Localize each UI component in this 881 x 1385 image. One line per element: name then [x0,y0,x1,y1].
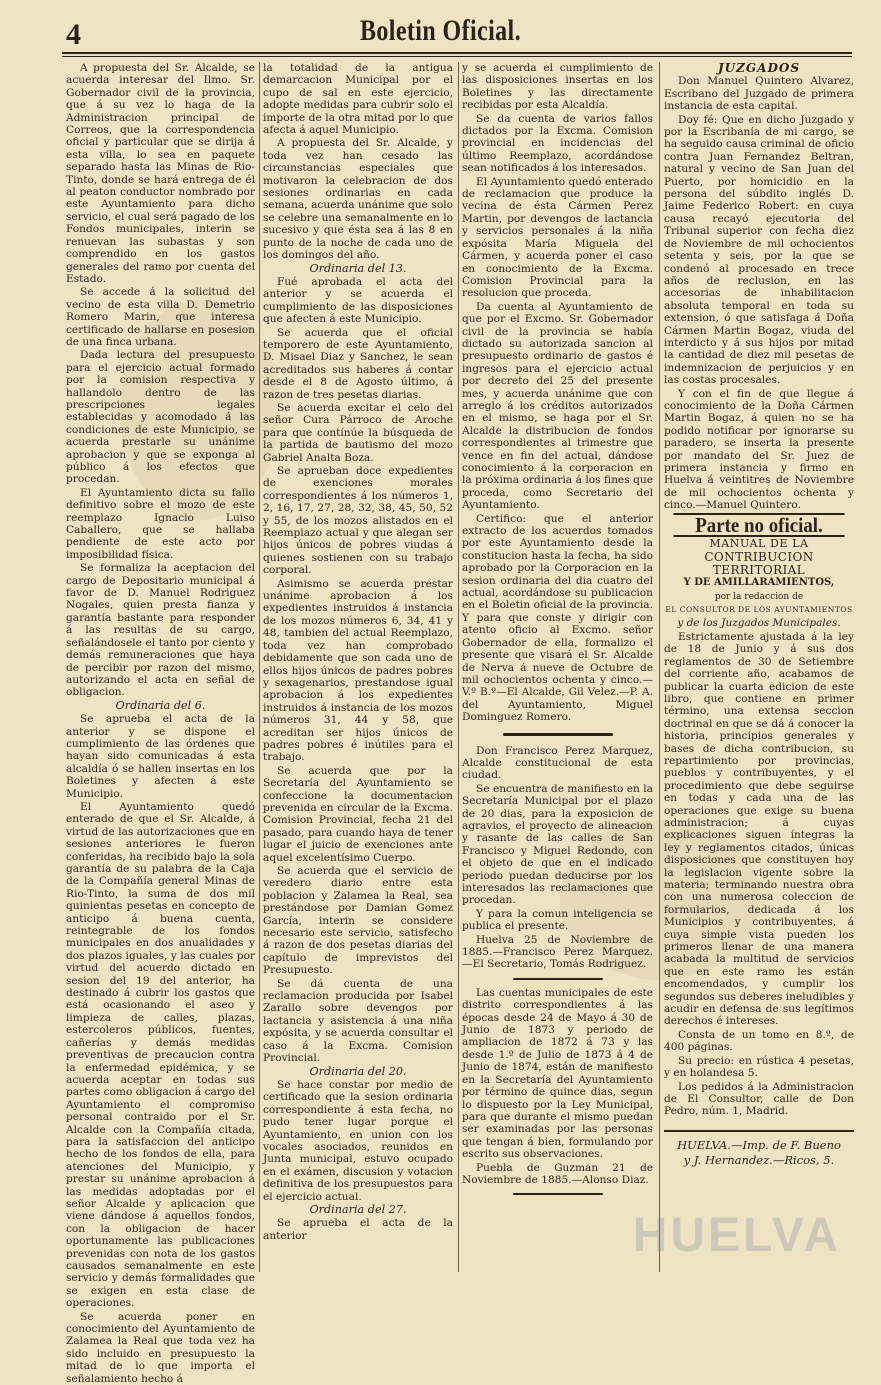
paragraph: Puebla de Guzman 21 de Noviembre de 1885.—Alonso Diaz. [462,1161,653,1186]
section-rule [513,1193,603,1195]
paragraph: Doy fé: Que en dicho Juzgado y por la Escribanía de mi cargo, se ha seguido causa criminal de oficio contra Juan Fernandez Beltran, natural y vecino de San Juan del Puerto, por homicidio en la persona del súbdito inglés D. Jaime Federico Robert: en cuya causa recayó ejecutoria del Tribunal superior con fecha diez de Noviembre de mil ochocientos setenta y seis, por la que se condenó al procesado en trece años de reclusion, en las accesorias de inhabilitacion absoluta temporal en toda su extension, ó que satisfaga á Doña Cármen Martin Bogaz, viuda del interdicto y á sus hijos por mitad la cantidad de diez mil pesetas de indemnizacion de perjuicios y en las costas procesales. [664,113,854,387]
paragraph: Dada lectura del presupuesto para el ejercicio actual formado por la comision respectiva y hallandolo dentro de las prescripciones legales establecidas y acomodado á las condiciones de este Municipio, se acuerda prestarle su unánime aprobacion y que se exponga al público á los efectos que procedan. [66,349,255,486]
paragraph: Se hace constar por medio de certificado que la sesion ordinaria correspondiente á esta fecha, no pudo tener lugar porque el Ayuntamiento, en union con los vocales asociados, reunidos en Junta municipal, estuvo ocupado en el exámen, discusion y votacion definitiva de los presupuestos para el ejercicio actual. [263,1078,453,1203]
column-3 [462,62,653,1222]
paragraph: Se aprueba el acta de la anterior y se dispone el cumplimiento de las órdenes que hayan sido comunicadas á esta alcaldía ó se hallen insertas en los Boletines y afecten á este Municipio. [66,713,255,800]
section-rule [503,733,613,736]
paragraph: Su precio: en rústica 4 pesetas, y en holandesa 5. [664,1054,854,1080]
paragraph: Y con el fin de que llegue á conocimiento de la Doña Cármen Martin Bogaz, á quien no se ha podido notificar por ignorarse su paradero, se inserta la presente por mandato del Sr. Juez de primera instancia y firmo en Huelva á veintitres de Noviembre de mil ochocientos ochenta y cinco.—Manuel Quintero. [664,387,854,512]
paragraph: Se formaliza la aceptacion del cargo de Depositario municipal á favor de D. Manuel Rodriguez Nogales, quien presta fianza y garantía bastante para responder á las resultas de su cargo, señalándosele el tanto por ciento y demás remuneraciones que haya de percibir por razon del mismo, autorizando el acta en señal de obligacion. [66,562,255,699]
imprint-line: y J. Hernandez.—Ricos, 5. [683,1152,835,1167]
paragraph: Da cuenta al Ayuntamiento de que por el Excmo. Sr. Gobernador civil de la provincia se había dictado su autorizada sancion al presupuesto ordinario de gastos é ingresos para el ejercicio actual por decreto del 25 del presente mes, y acuerda unánime que con arreglo á los créditos autorizados en el mismo, se haga por el Sr. Alcalde la distribucion de fondos correspondientes al trimestre que vence en fin del actual, dándose conocimiento á la corporacion en la próxima ordinaria á los fines que proceda, como Secretario del Ayuntamiento. [462,300,653,512]
header-rule-thin [62,56,852,57]
page-number: 4 [66,18,81,51]
column-divider [458,62,459,1272]
paragraph: El Ayuntamiento dicta su fallo definitivo sobre el mozo de este reemplazo Ignacio Luiso Caballero, que se hallaba pendiente de este acto por imposibilidad física. [66,486,255,561]
paragraph: Asimismo se acuerda prestar unánime aprobacion á los expedientes instruidos á instancia de los mozos números 6, 34, 41 y 48, tambien del actual Reemplazo, toda vez han comprobado debidamente que son cada uno de ellos hijos únicos de padres pobres y sexagenarios, prestandose igual aprobacion á los expedientes instruidos á instancia de los mozos números 31, 44 y 58, que acreditan ser hijos únicos de padres pobres é inútiles para el trabajo. [263,577,453,764]
section-heading: Ordinaria del 6. [115,698,206,712]
paragraph: Las cuentas municipales de este distrito correspondientes á las épocas desde 24 de Mayo á 30 de Junio de 1873 y periodo de ampliacion de 1872 á 73 y las desde 1.º de Julio de 1873 á 4 de Junio de 1874, están de manifiesto en la Secretaría del Ayuntamiento por término de quince dias, segun lo dispuesto por la Ley Municipal, para que durante el mismo puedan ser examinadas por las personas que tengan á bien, formulando por escrito sus observaciones. [462,986,653,1161]
paragraph: Se encuentra de manifiesto en la Secretaría Municipal por el plazo de 20 dias, para la exposicion de agravios, el proyecto de alineacion y rasante de las calles de San Francisco y Miguel Redondo, con el objeto de que en el indicado periodo puedan deducirse por los interesados las reclamaciones que procedan. [462,782,653,907]
section-heading: Ordinaria del 13. [309,261,407,275]
paragraph: Se aprueban doce expedientes de exenciones morales correspondientes á los números 1, 2, 16, 17, 27, 28, 32, 38, 45, 50, 52 y 55, de los mozos alistados en el Reemplazo actual y que alegan ser hijos únicos de pobres viudas á quienes sostienen con su trabajo corporal. [263,465,453,577]
paragraph: El Ayuntamiento quedó enterado de reclamacion que produce la vecina de ésta Cármen Perez Martin, por devengos de lactancia y servicios personales á la niña expósita María Miguela del Cármen, y acuerda poner el caso en conocimiento de la Excma. Comision Provincial para la resolucion que proceda. [462,175,654,300]
paragraph: Se acuerda que el oficial temporero de este Ayuntamiento, D. Misael Diaz y Sanchez, le sean acreditados sus haberes á contar desde el 8 de Agosto último, á razon de tres pesetas diarias. [263,326,453,401]
paragraph: Se acuerda que por la Secretaría del Ayuntamiento se confeccione la documentacion prevenida en circular de la Excma. Comision Provincial, fecha 21 del pasado, para cuando haya de tener lugar el juicio de exenciones ante aquel excelentísimo Cuerpo. [263,764,453,864]
paragraph: Se acuerda excitar el celo del señor Cura Párroco de Aroche para que contínúe la búsqueda de la partida de bautismo del mozo Gabriel Analta Boza. [263,401,453,464]
section-heading: Ordinaria del 27. [309,1202,407,1216]
archive-watermark: HUELVA [632,1209,841,1262]
manual-title-line: por la redaccion de [714,591,804,602]
paragraph: Consta de un tomo en 8.º, de 400 páginas. [664,1028,854,1054]
paragraph: Don Francisco Perez Marquez, Alcalde constitucional de esta ciudad. [462,744,653,782]
paragraph: y se acuerda el cumplimiento de las disposiciones insertas en los Boletines y las directamente recibidas por esta Alcaldía. [462,62,653,112]
column-1 [66,62,255,1385]
imprint-line: HUELVA.—Imp. de F. Bueno [677,1137,841,1152]
manual-title-line: y de los Juzgados Municipales. [677,617,841,630]
paragraph: Don Manuel Quintero Alvarez, Escribano del Juzgado de primera instancia de esta capital. [664,75,854,113]
paragraph: la totalidad de la antigua demarcacion Municipal por el cupo de sal en este ejercicio, adopte medidas para cubrir solo el importe de la otra mitad por lo que afecta á aquel Municipio. [263,62,453,137]
column-divider [259,62,260,1272]
paragraph: Fué aprobada el acta del anterior y se acuerda el cumplimiento de las disposiciones que afecten á este Municipio. [263,275,453,326]
manual-title-line: EL CONSULTOR DE LOS AYUNTAMIENTOS [665,605,853,615]
newspaper-title: Boletin Oficial. [359,14,522,47]
manual-title-line: CONTRIBUCION TERRITORIAL [704,550,814,577]
header-rule [62,52,852,54]
paragraph: Se aprueba el acta de la anterior [263,1217,453,1242]
paragraph: A propuesta del Sr. Alcalde, y toda vez han cesado las circunstancias especiales que motivaron la celebracion de dos sesiones ordinarias en cada semana, acuerda unánime que solo se celebre una semanalmente en lo sucesivo y que ésta sea á las 8 en punto de la noche de cada uno de los domingos del año. [263,137,453,262]
paragraph: Los pedidos á la Administracion de El Consultor, calle de Don Pedro, núm. 1, Madrid. [664,1080,854,1118]
paragraph: Se accede á la solicitud del vecino de esta villa D. Demetrio Romero Marin, que interesa certificado de hallarse en posesion de una finca urbana. [66,286,255,348]
paragraph: A propuesta del Sr. Alcalde, se acuerda interesar del Ilmo. Sr. Gobernador civil de la provincia, que á su vez lo haga de la Administracion principal de Correos, que la correspondencia oficial y particular que se dirija á esta villa, lo sea en paquete separado hasta las Minas de Rio-Tinto, donde se hará entrega de él al peaton conductor nombrado por este Ayuntamiento para dicho servicio, el cual será pagado de los Fondos municipales, interin se renuevan las subastas y son comprendido en los gastos generales del ramo por cuenta del Estado. [66,62,255,285]
column-divider [659,62,660,1272]
paragraph: Estrictamente ajustada á la ley de 18 de Junio y á sus dos reglamentos de 30 de Setiembre del corriente año, acabamos de publicar la cuarta edicion de este libro, que contiene en primer término, una extensa seccion doctrinal en que se dá á conocer la historia, principios generales y bases de dicha contribucion, su repartimiento por provincias, pueblos y contribuyentes, y el procedimiento que debe seguirse en todas y cada una de las operaciones que exige su buena administracion; á cuyas explicaciones siguen íntegras la ley y reglamentos citados, únicas disposiciones que constituyen hoy la legislacion vigente sobre la materia; terminando nuestra obra con una numerosa coleccion de formularios, dedicada á los Municipios y contribuyentes, á cuya simple vista pueden los primeros llenar de una manera acabada la multitud de servicios que en este ramo les están encomendados, y cumplir los segundos sus deberes ineludibles y acudir en defensa de sus legítimos derechos é intereses. [664,630,854,1028]
printer-imprint [664,1130,854,1168]
paragraph: Se da cuenta de varios fallos dictados por la Excma. Comision provincial en incidencias del último Reemplazo, acordándose sean notificados á los interesados. [462,112,653,175]
paragraph: Certifico: que el anterior extracto de los acuerdos tomados por este Ayuntamiento desde la constitucion hasta la fecha, ha sido aprobado por la Corporacion en la sesion ordinaria del dia cuatro del actual, acordándose su publicacion en el Boletin oficial de la provincia. Y para que conste y dirigir con atento oficio al Excmo. señor Gobernador de ella, formalizo el presente que visará el Sr. Alcalde de Nerva á nueve de Octubre de mil ochocientos ochenta y cinco.—V.º B.º—El Alcalde, Gil Velez.—P. A. del Ayuntamiento, Miguel Dominguez Romero. [462,512,653,724]
paragraph: El Ayuntamiento quedó enterado de que el Sr. Alcalde, á virtud de las autorizaciones que en sesiones anteriores le fueron conferidas, ha recibido bajo la sola garantía de su palabra de la Caja de la Compañía general Minas de Rio-Tinto, la suma de dos mil quinientas pesetas en concepto de anticipo á buena cuenta, reintegrable de los fondos municipales en dos anualidades y dos plazos iguales, y las cuales por virtud del acuerdo dictado en sesion del 19 del anterior, ha destinado á cubrir los gastos que está ocasionando el aseo y limpieza de calles, plazas, estercoleros públicos, fuentes, cañerías y demás medidas preventivas de precaucion contra la enfermedad epidémica, y se acuerda aceptar en todas sus partes como obligacion á cargo del Ayuntamiento el compromiso personal contraido por el Sr. Alcalde con la Compañía citada, para la satisfaccion del anticipo hecho de los fondos de ella, para atenciones del Municipio, y prestar su unánime aprobacion á las medidas adoptadas por el señor Alcalde y aplicacion que viene dándose á aquellos fondos, con la obligacion de hacer oportunamente las publicaciones prevenidas con nota de los gastos causados semanalmente en este servicio y demás formalidades que se exigen en esta clase de operaciones. [66,800,255,1310]
juzgados-heading: JUZGADOS [718,61,800,75]
paragraph: Huelva 25 de Noviembre de 1885.—Francisco Perez Marquez.—El Secretario, Tomás Rodriguez. [462,933,653,971]
section-heading: Ordinaria del 20. [309,1064,407,1078]
paragraph: Se acuerda que el servicio de veredero diario entre esta poblacion y Zalamea la Real, sea prestándose por Damian Gomez García, interin se considere necesario este servicio, satisfecho á razon de dos pesetas diarias del capítulo de imprevistos del Presupuesto. [263,865,453,977]
manual-title-line: Y DE AMILLARAMIENTOS, [683,577,835,589]
paragraph: Y para la comun inteligencia se publica el presente. [462,907,653,933]
section-rule [513,978,603,980]
column-2 [263,62,453,1272]
manual-title-line: MANUAL DE LA [709,537,809,551]
paragraph: Se dá cuenta de una reclamacion producida por Isabel Zarallo sobre devengos por lactancia y asistencia á una niña expósita, y se acuerda consultar el caso á la Excma. Comision Provincial. [263,977,453,1065]
paragraph: Se acuerda poner en conocimiento del Ayuntamiento de Zalamea la Real que toda vez ha sido incluido en presupuesto la mitad de lo que importa el señalamiento hecho á [66,1310,255,1385]
parte-no-oficial-heading: Parte no oficial. [674,513,845,537]
column-4 [664,62,854,1272]
